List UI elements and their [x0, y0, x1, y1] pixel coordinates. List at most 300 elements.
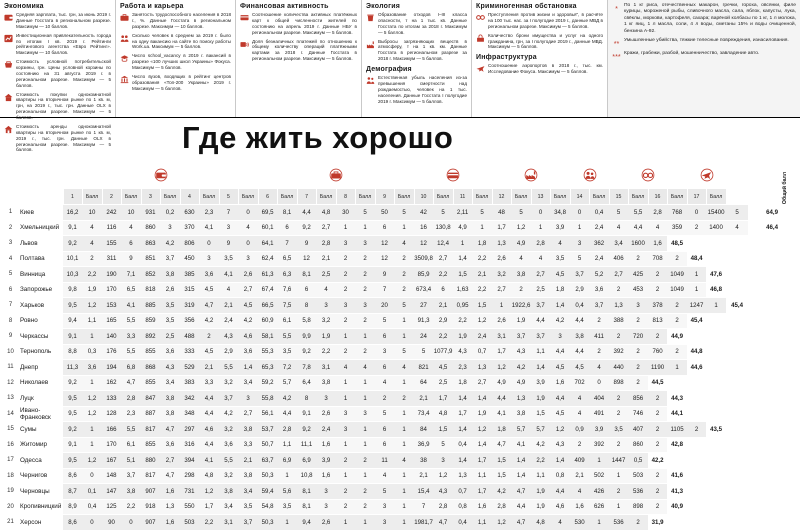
metric-cell: 3	[199, 251, 219, 267]
metric-cell: 1	[492, 298, 511, 314]
metric-cell: 2,2	[472, 282, 492, 298]
metric-cell: 167	[102, 453, 121, 469]
metric-cell: 4	[238, 220, 258, 236]
city-name: Житомир	[17, 437, 63, 453]
metric-cell: 1,2	[82, 391, 102, 407]
metric-cell: 5,7	[531, 422, 550, 438]
metric-cell: 6	[121, 236, 141, 252]
metric-cell: 1,7	[472, 453, 492, 469]
metric-cell: 11,1	[297, 437, 316, 453]
total-score: 48,5	[667, 236, 687, 252]
metric-cell: 60,1	[258, 220, 277, 236]
metric-cell: 0,4	[570, 298, 589, 314]
metric-cell: 3,9	[589, 422, 609, 438]
metric-cell: 7	[219, 205, 238, 221]
metric-cell: 4,2	[199, 313, 219, 329]
metric-cell: 1	[336, 375, 355, 391]
column-header: 5	[219, 189, 238, 205]
rank-number: 14	[4, 406, 17, 422]
metric-cell: 1247	[687, 298, 706, 314]
metric-cell: 1	[336, 391, 355, 407]
metric-cell: 1,4	[453, 391, 472, 407]
metric-cell: 50,7	[258, 437, 277, 453]
rank-number: 1	[4, 205, 17, 221]
metric-cell: 2	[336, 499, 355, 515]
metric-cell: 2,2	[433, 329, 453, 345]
ranking-table-body	[4, 205, 796, 531]
metric-cell: 440	[609, 360, 628, 376]
table-row	[4, 329, 796, 345]
metric-cell: 176	[102, 344, 121, 360]
legend-item: ** Умышленные убийства, тяжкие телесные повреждения, изнасилования.	[613, 37, 789, 48]
metric-cell: 4,4	[199, 406, 219, 422]
metric-cell: 9,5	[63, 391, 82, 407]
metric-cell: 1	[394, 422, 414, 438]
metric-cell: 3	[375, 499, 394, 515]
metric-cell: 62,4	[258, 251, 277, 267]
metric-cell: 1	[589, 453, 609, 469]
note-item: Средняя зарплата, тыс. грн, за июнь 2019 г. Данные Госстата в региональном разрезе. Максимум — 10 баллов.	[4, 12, 111, 30]
metric-cell: 1	[355, 220, 375, 236]
metric-cell: 348	[180, 406, 199, 422]
metric-cell: 50,3	[258, 468, 277, 484]
metric-cell: 0,7	[453, 484, 472, 500]
metric-cell: 5	[570, 251, 589, 267]
total-score: 44,9	[667, 329, 687, 345]
metric-cell: 817	[141, 422, 160, 438]
metric-cell: 1	[394, 437, 414, 453]
metric-cell: 2,2	[433, 267, 453, 283]
metric-cell: 425	[628, 267, 648, 283]
metric-cell: 385	[180, 267, 199, 283]
metric-cell: 1,2	[472, 422, 492, 438]
metric-cell: 8,7	[63, 484, 82, 500]
metric-cell: 6	[375, 422, 394, 438]
metric-cell: 8,6	[63, 515, 82, 531]
metric-cell: 2,8	[433, 499, 453, 515]
metric-cell: 851	[141, 251, 160, 267]
metric-cell: 1	[706, 298, 726, 314]
metric-cell: 1,4	[511, 468, 531, 484]
metric-cell: 3	[336, 298, 355, 314]
metric-cell: 859	[141, 313, 160, 329]
metric-cell: 9,9	[297, 329, 316, 345]
metric-cell: 6	[433, 282, 453, 298]
metric-cell: 0,7	[472, 344, 492, 360]
metric-cell: 0	[82, 515, 102, 531]
metric-cell: 8,1	[297, 484, 316, 500]
column-header: 4	[180, 189, 199, 205]
metric-cell: 7,2	[277, 360, 297, 376]
metric-cell: 69,5	[258, 205, 277, 221]
metric-cell: 5,5	[628, 205, 648, 221]
note-item: Стоимость условной потребительской корзины, грн. Цены условной корзины по состоянию на 31 августа 2019 г. в региональном разрезе. Максимум — 5 баллов.	[4, 59, 111, 88]
metric-cell: 3,4	[238, 375, 258, 391]
column-header: Балл	[238, 189, 258, 205]
metric-cell: 4,1	[199, 220, 219, 236]
metric-cell: 9,2	[297, 344, 316, 360]
city-name: Тернополь	[17, 344, 63, 360]
metric-cell: 315	[180, 282, 199, 298]
metric-cell: 3,7	[160, 251, 180, 267]
metric-cell: 64	[414, 375, 433, 391]
metric-cell: 855	[141, 375, 160, 391]
metric-cell: 1	[394, 484, 414, 500]
metric-cell: 2,1	[433, 298, 453, 314]
metric-cell: 1105	[667, 422, 687, 438]
metric-cell: 4,4	[531, 313, 550, 329]
metric-cell: 3,5	[550, 251, 570, 267]
metric-cell: 1	[277, 468, 297, 484]
table-row	[4, 251, 796, 267]
note-heading-economy: Экономика	[4, 3, 44, 10]
metric-cell: 128	[102, 406, 121, 422]
metric-cell: 3,6	[199, 267, 219, 283]
metric-cell: 42	[414, 205, 433, 221]
table-row	[4, 468, 796, 484]
note-item: Образование отходов I–III класса опасности, т на 1 тыс. кв. Данные Госстата по итогам за 2018 г. Максимум — 5 баллов.	[366, 12, 467, 36]
metric-cell: 3,9	[550, 220, 570, 236]
metric-cell: 2,7	[492, 282, 511, 298]
note-item: Число school_vacancy в 2019 г. вакансий в разрезе «100 лучших школ Украины» Фокуса. Максимум — 5 баллов.	[120, 53, 231, 71]
metric-cell: 3,3	[199, 375, 219, 391]
factory-icon	[366, 40, 375, 49]
metric-cell: 2,7	[160, 453, 180, 469]
metric-cell: 130,8	[433, 220, 453, 236]
column-header: 13	[531, 189, 550, 205]
metric-cell: 5,7	[277, 375, 297, 391]
metric-cell: 333	[180, 344, 199, 360]
metric-cell: 2	[394, 251, 414, 267]
metric-cell: 10,3	[63, 267, 82, 283]
metric-cell: 4,6	[238, 329, 258, 345]
metric-cell: 3,8	[160, 391, 180, 407]
metric-cell: 1,3	[160, 499, 180, 515]
metric-cell: 12	[375, 236, 394, 252]
metric-cell: 2	[628, 251, 648, 267]
metric-cell: 3	[355, 236, 375, 252]
metric-cell: 3	[238, 391, 258, 407]
metric-cell: 720	[628, 329, 648, 345]
metric-cell: 7,6	[277, 282, 297, 298]
metric-cell: 170	[102, 282, 121, 298]
metric-cell: 2,3	[121, 406, 141, 422]
metric-cell: 2	[355, 499, 375, 515]
metric-cell: 2	[589, 344, 609, 360]
metric-cell: 4,9	[511, 236, 531, 252]
metric-cell: 3,4	[238, 484, 258, 500]
metric-cell: 4,4	[570, 344, 589, 360]
table-row	[4, 220, 796, 236]
column-header: Балл	[550, 189, 570, 205]
table-row	[4, 391, 796, 407]
metric-cell: 6	[375, 437, 394, 453]
svg-text:*: *	[615, 4, 618, 13]
metric-cell: 2,1	[570, 468, 589, 484]
metric-cell: 2,2	[531, 453, 550, 469]
metric-cell: 2	[609, 406, 628, 422]
metric-cell: 165	[102, 313, 121, 329]
metric-cell: 1922,6	[511, 298, 531, 314]
metric-cell: 630	[180, 205, 199, 221]
table-row	[4, 298, 796, 314]
metric-cell: 4,4	[550, 344, 570, 360]
metric-cell: 67,4	[258, 282, 277, 298]
handcuffs-icon	[476, 13, 485, 22]
people-icon	[366, 76, 375, 85]
metric-cell: 9,4	[297, 515, 316, 531]
credit-card-icon	[240, 13, 249, 22]
metric-cell: 3	[570, 236, 589, 252]
metric-cell: 3	[433, 453, 453, 469]
metric-cell: 6,4	[297, 375, 316, 391]
metric-cell: 2	[628, 515, 648, 531]
briefcase-icon	[120, 13, 129, 22]
city-name: Сумы	[17, 422, 63, 438]
ranking-table	[4, 162, 796, 531]
metric-cell: 1,2	[550, 422, 570, 438]
asterisk2-icon	[612, 39, 621, 48]
metric-cell: 9,2	[297, 422, 316, 438]
metric-cell: 2	[570, 437, 589, 453]
metric-cell: 16,2	[63, 205, 82, 221]
metric-cell: 0,1	[82, 484, 102, 500]
metric-cell: 3,7	[238, 515, 258, 531]
metric-cell: 4	[82, 220, 102, 236]
note-heading-demography: Демография	[366, 66, 412, 73]
metric-cell: 2,6	[316, 515, 336, 531]
metric-cell: 4,9	[453, 220, 472, 236]
metric-cell: 1,7	[492, 344, 511, 360]
metric-cell: 821	[414, 360, 433, 376]
metric-cell: 55,8	[258, 391, 277, 407]
metric-cell: 162	[102, 375, 121, 391]
metric-cell: 9,5	[63, 298, 82, 314]
metric-cell: 5	[394, 298, 414, 314]
city-name: Чернигов	[17, 468, 63, 484]
metric-cell: 1,7	[472, 484, 492, 500]
metric-cell: 1,9	[82, 282, 102, 298]
metric-cell: 125	[102, 499, 121, 515]
metric-cell: 9,2	[63, 236, 82, 252]
metric-cell: 1,7	[453, 406, 472, 422]
metric-cell: 0	[687, 205, 706, 221]
metric-cell: 7,8	[297, 360, 316, 376]
city-name: Хмельницкий	[17, 220, 63, 236]
metric-cell: 1,6	[160, 484, 180, 500]
metric-cell: 3,8	[511, 267, 531, 283]
metric-cell: 1	[453, 236, 472, 252]
metric-cell: 2	[667, 251, 687, 267]
metric-cell: 1	[531, 220, 550, 236]
metric-cell: 708	[648, 251, 667, 267]
metric-cell: 2,8	[316, 236, 336, 252]
basket-icon	[4, 60, 13, 69]
metric-cell: 2,7	[472, 375, 492, 391]
metric-cell: 2	[336, 313, 355, 329]
metric-cell: 0	[570, 205, 589, 221]
metric-cell: 9,1	[63, 437, 82, 453]
metric-cell: 887	[141, 406, 160, 422]
city-name: Одесса	[17, 453, 63, 469]
metric-cell: 4	[375, 468, 394, 484]
column-header: Балл	[355, 189, 375, 205]
metric-cell: 4	[82, 236, 102, 252]
metric-cell: 15400	[706, 205, 726, 221]
metric-cell: 4,2	[160, 236, 180, 252]
metric-cell: 907	[141, 515, 160, 531]
metric-cell: 153	[102, 298, 121, 314]
total-score: 41,6	[667, 468, 687, 484]
note-item: Естественная убыль населения из-за превышения смертности над рождаемостью, человек на 1 тыс. населения. Данные Госстата I полугодие 2019 г. Максимум — 5 баллов.	[366, 75, 467, 104]
metric-cell: 8,1	[277, 205, 297, 221]
metric-cell: 1	[82, 375, 102, 391]
total-score: 44,1	[667, 406, 687, 422]
metric-cell: 2,1	[219, 298, 238, 314]
metric-cell: 5,6	[277, 484, 297, 500]
city-name: Львов	[17, 236, 63, 252]
rank-number: 10	[4, 344, 17, 360]
note-item: Число вузов, входящих в рейтинг центров образования «Топ-200 Украины» 2019 г. Максимум — 5 баллов.	[120, 74, 231, 92]
metric-cell: 9,4	[63, 313, 82, 329]
metric-cell: 370	[180, 220, 199, 236]
metric-cell: 806	[180, 236, 199, 252]
metric-cell: 85,9	[414, 267, 433, 283]
metric-cell: 0	[121, 515, 141, 531]
metric-cell: 4,5	[550, 267, 570, 283]
metric-cell: 4	[570, 484, 589, 500]
metric-cell: 4,9	[492, 375, 511, 391]
metric-cell: 394	[180, 453, 199, 469]
metric-cell: 426	[589, 484, 609, 500]
metric-cell: 536	[609, 515, 628, 531]
metric-cell: 9	[121, 251, 141, 267]
metric-cell: 2,6	[160, 282, 180, 298]
metric-cell: 1	[570, 220, 589, 236]
metric-cell: 20	[375, 298, 394, 314]
rank-number: 6	[4, 282, 17, 298]
metric-cell: 847	[141, 391, 160, 407]
metric-cell: 1	[336, 468, 355, 484]
house-buy-icon	[4, 93, 13, 102]
column-header: 2	[102, 189, 121, 205]
table-row	[4, 406, 796, 422]
column-header: 14	[570, 189, 589, 205]
metric-cell: 0,8	[453, 499, 472, 515]
metric-cell: 1	[336, 220, 355, 236]
note-column-economy	[0, 0, 116, 153]
column-header: 11	[453, 189, 472, 205]
metric-cell: 2	[609, 437, 628, 453]
metric-cell: 1,1	[472, 468, 492, 484]
metric-cell: 3,3	[121, 329, 141, 345]
metric-cell: 1,6	[160, 515, 180, 531]
metric-cell: 155	[102, 236, 121, 252]
metric-cell: 6	[297, 282, 316, 298]
metric-cell: 4,7	[160, 468, 180, 484]
metric-cell: 378	[648, 298, 667, 314]
note-column-crime	[472, 0, 608, 117]
metric-cell: 5	[394, 205, 414, 221]
metric-cell: 242	[102, 205, 121, 221]
metric-cell: 0	[238, 205, 258, 221]
svg-text:**: **	[613, 38, 620, 48]
rank-number: 5	[4, 267, 17, 283]
metric-cell: 2	[355, 313, 375, 329]
metric-cell: 38	[414, 453, 433, 469]
metric-cell: 1	[472, 220, 492, 236]
city-name: Винница	[17, 267, 63, 283]
column-header: 6	[258, 189, 277, 205]
metric-cell: 3,8	[316, 375, 336, 391]
metric-cell: 1,63	[453, 282, 472, 298]
metric-cell: 2,7	[238, 282, 258, 298]
metric-cell: 3,6	[219, 437, 238, 453]
metric-cell: 626	[589, 499, 609, 515]
metric-cell: 1,9	[316, 329, 336, 345]
metric-cell: 148	[102, 468, 121, 484]
metric-cell: 1,8	[472, 236, 492, 252]
metric-cell: 2	[648, 499, 667, 515]
column-header: Балл	[316, 189, 336, 205]
metric-cell: 1	[355, 437, 375, 453]
note-item: Количество брони имущества и услуг на одного гражданина, грн, за I полугодие 2019 г., данные МВД. Максимум — 5 баллов.	[476, 33, 603, 51]
metric-cell: 3,9	[531, 375, 550, 391]
metric-cell: 1,5	[472, 298, 492, 314]
metric-cell: 1,2	[492, 515, 511, 531]
metric-cell: 2,1	[414, 391, 433, 407]
metric-cell: 50	[375, 205, 394, 221]
metric-cell: 297	[180, 422, 199, 438]
metric-cell: 5	[511, 205, 531, 221]
metric-cell: 4,4	[277, 406, 297, 422]
metric-cell: 3,6	[589, 282, 609, 298]
metric-cell: 1,2	[82, 406, 102, 422]
note-item: Сколько человек в среднем за 2019 г. было на одну вакансию на сайте по поиску работы Work.ua. Максимум — 5 баллов.	[120, 33, 231, 51]
total-score: 41,3	[667, 484, 687, 500]
table-row	[4, 499, 796, 515]
metric-cell: 1,8	[550, 282, 570, 298]
metric-cell: 6,8	[121, 360, 141, 376]
metric-cell: 4	[336, 360, 355, 376]
total-score: 40,9	[667, 499, 687, 515]
metric-cell: 4,2	[531, 437, 550, 453]
metric-cell: 673,4	[414, 282, 433, 298]
metric-cell: 12	[414, 236, 433, 252]
total-score: 31,9	[648, 515, 667, 531]
metric-cell: 2,5	[160, 329, 180, 345]
metric-cell: 1,4	[511, 453, 531, 469]
metric-cell: 406	[609, 251, 628, 267]
metric-cell: 3,7	[219, 391, 238, 407]
metric-cell: 4,8	[433, 406, 453, 422]
metric-cell: 4	[511, 251, 531, 267]
metric-cell: 5,1	[121, 453, 141, 469]
table-row	[4, 267, 796, 283]
metric-cell: 1	[355, 329, 375, 345]
metric-cell: 319	[180, 298, 199, 314]
column-header: Балл	[706, 189, 726, 205]
metric-cell: 133	[102, 391, 121, 407]
rank-number: 15	[4, 422, 17, 438]
metric-cell: 4	[726, 220, 748, 236]
metric-cell: 2	[355, 484, 375, 500]
metric-cell: 1,4	[453, 251, 472, 267]
metric-cell: 1	[394, 515, 414, 531]
metric-cell: 2,11	[453, 205, 472, 221]
metric-cell: 3,4	[609, 236, 628, 252]
metric-cell: 3,8	[238, 468, 258, 484]
